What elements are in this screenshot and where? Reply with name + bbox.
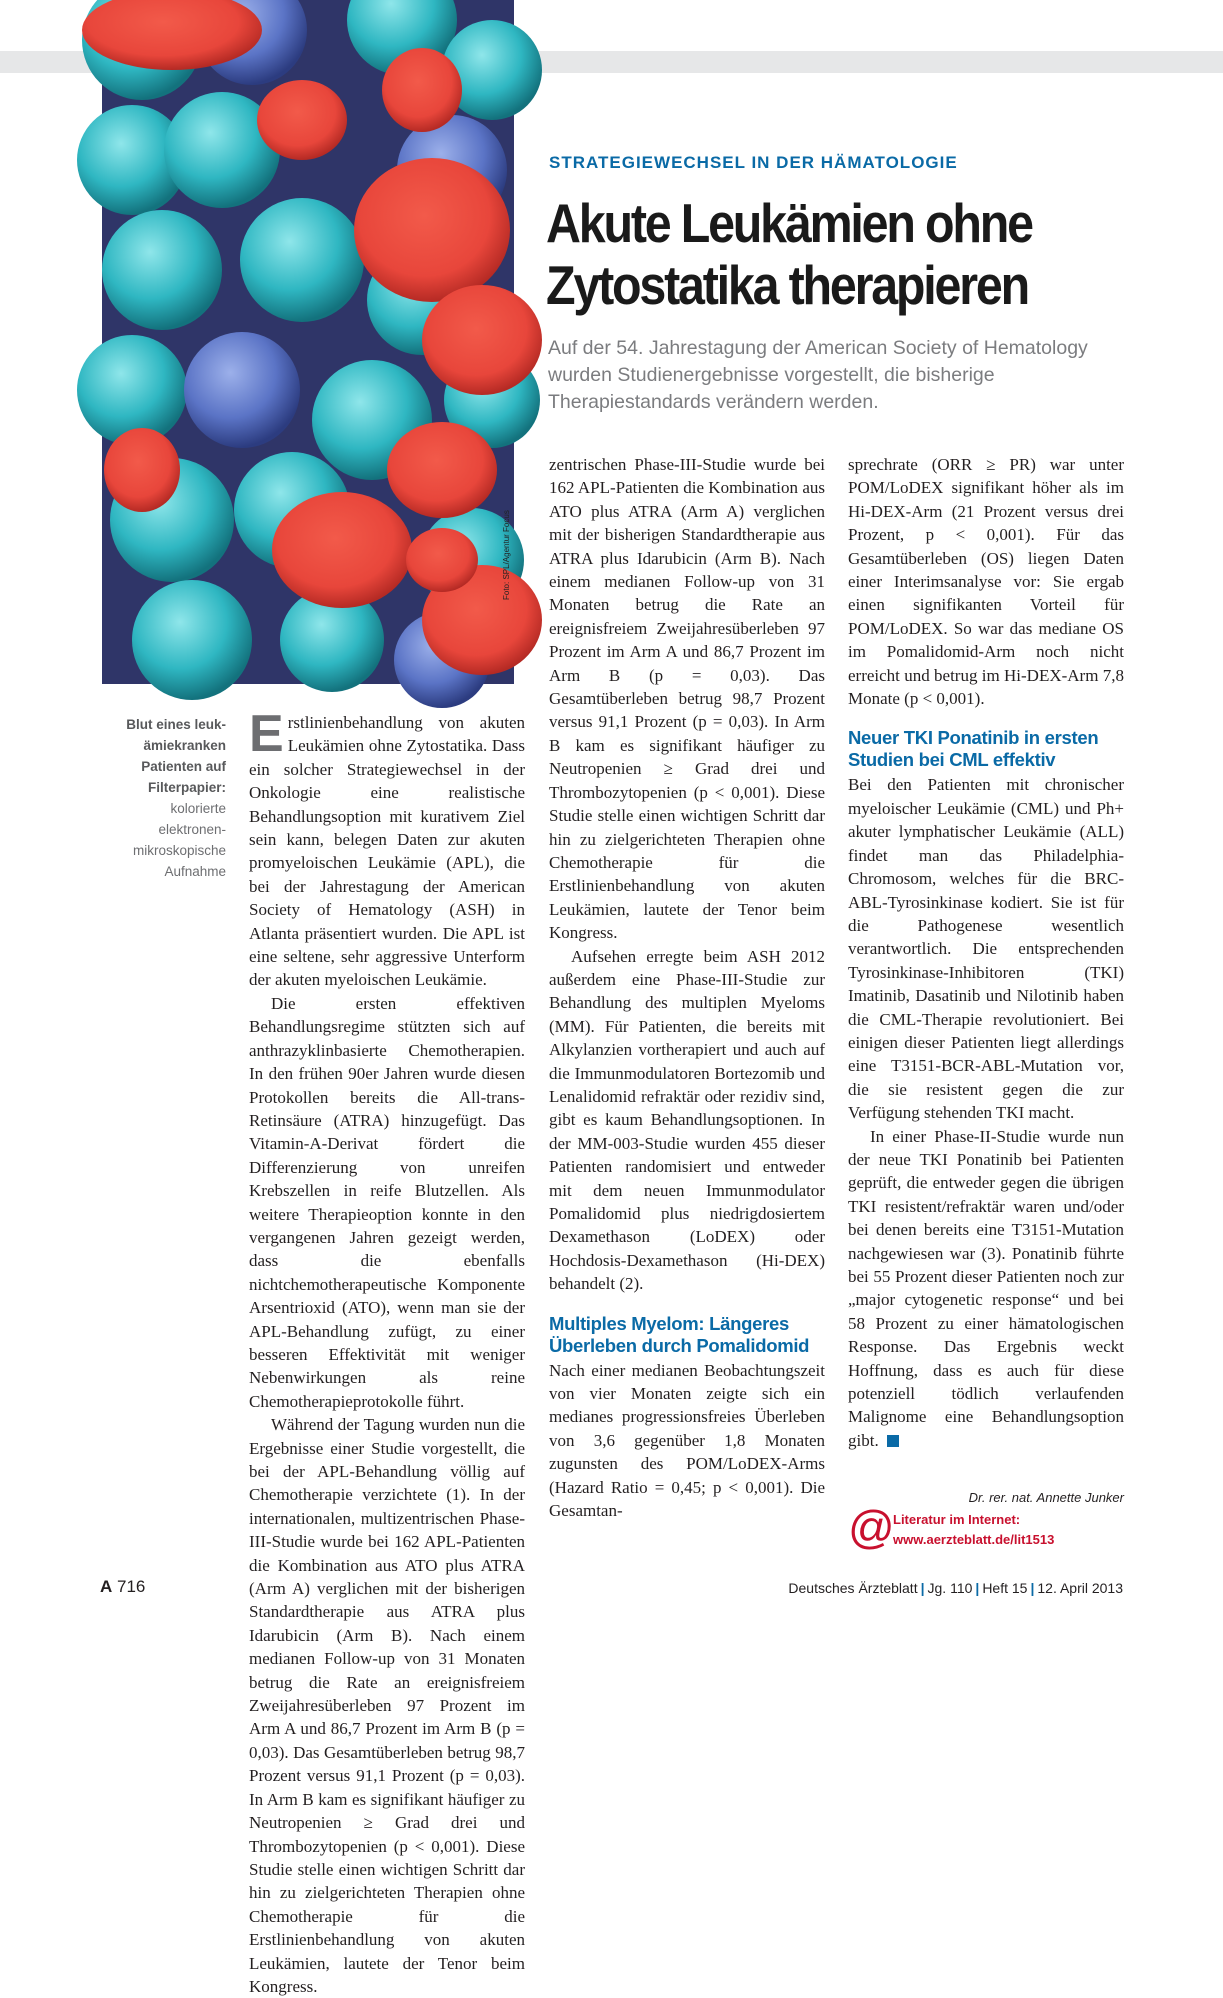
separator: |: [1030, 1580, 1035, 1596]
photo-caption: [100, 714, 226, 882]
author: Dr. rer. nat. Annette Junker: [968, 1490, 1124, 1505]
separator: |: [975, 1580, 980, 1596]
column-1: [249, 705, 525, 1996]
paragraph-7: In einer Phase-II-Studie wurde nun der neue TKI Ponatinib bei Patienten geprüft, die entweder gegen die übrigen TKI resistent/refraktär waren und/oder bei denen bereits eine T3151-Mutation nachgewiesen war (3). Ponatinib führte bei 55 Prozent dieser Patienten noch zur „major cytogenetic response“ und bei 58 Prozent zu einer hämatologischen Response. Das Ergebnis weckt Hoffnung, dass es auch für diese potenziell tödlich verlaufenden Malignome eine Behandlungsoption gibt.: [848, 1126, 1124, 1450]
blood-cells-illustration: [102, 0, 514, 684]
separator: |: [920, 1580, 925, 1596]
blood-cells-photo: [102, 0, 514, 684]
paragraph-5: Nach einer medianen Beobachtungszeit von vier Monaten zeigte sich ein medianes progressionsfreies Überleben von 3,6 gegenüber 1,8 Monaten zugunsten des POM/LoDEX-Arms (Hazard Ratio = 0,45; p < 0,001). Die Gesamtan-: [549, 1360, 825, 1521]
title-line-2: Zytostatika therapieren: [546, 254, 1028, 316]
journal-volume: Jg. 110: [927, 1580, 973, 1596]
article-subtitle: Auf der 54. Jahrestagung der American Society of Hematology wurden Studienergebnisse vorgestellt, die bisherige Therapiestandards verändern werden.: [548, 337, 1088, 413]
literature-box: [848, 1501, 1148, 1553]
journal-issue: Heft 15: [982, 1580, 1028, 1596]
article-kicker: STRATEGIEWECHSEL IN DER HÄMATOLOGIE: [549, 153, 958, 172]
subhead-ponatinib: Neuer TKI Ponatinib in ersten Studien bei CML effektiv: [848, 727, 1099, 771]
paragraph-1: Erstlinienbehandlung von akuten Leukämien ohne Zytostatika. Dass ein solcher Strategiewechsel in der Onkologie eine realistische Behandlungsoption mit kurativem Ziel sein kann, belegen Daten zur akuten promyeloischen Leukämie (APL), die bei der Jahrestagung der American Society of Hematology (ASH) in Atlanta präsentiert wurden. Die APL ist eine seltene, sehr aggressive Unterform der akuten myeloischen Leukämie.: [249, 705, 525, 990]
paragraph-4: Aufsehen erregte beim ASH 2012 außerdem eine Phase-III-Studie zur Behandlung des multiplen Myeloms (MM). Für Patienten, die bereits mit Alkylanzien vortherapiert und auch auf die Immunmodulatoren Bortezomib und Lenalidomid refraktär oder rezidiv sind, gibt es kaum Behandlungsoptionen. In der MM-003-Studie wurden 455 dieser Patienten randomisiert und entweder mit dem neuen Immunmodulator Pomalidomid plus niedrigdosiertem Dexamethason (LoDEX) oder Hochdosis-Dexamethason (Hi-DEX) behandelt (2).: [549, 946, 825, 1294]
photo-credit: Foto: SPL/Agentur Focus: [502, 510, 511, 600]
caption-text: kolorierte elektronenmikroskopische Aufnahme: [132, 801, 226, 879]
journal-footer: [788, 1580, 1123, 1596]
column-3: [848, 453, 1124, 1452]
paragraph-3-continued: zentrischen Phase-III-Studie wurde bei 162 APL-Patienten die Kombination aus ATO plus ATRA (Arm A) verglichen mit der bisherigen Standardtherapie aus ATRA plus Idarubicin (Arm B). Nach einem medianen Follow-up von 31 Monaten betrug die Rate an ereignisfreiem Zweijahresüberleben 97 Prozent im Arm A und 86,7 Prozent im Arm B (p = 0,03). Das Gesamtüberleben betrug 98,7 Prozent versus 91,1 Prozent (p = 0,03). In Arm B kam es signifikant häufiger zu Neutropenien ≥ Grad drei und Thrombozytopenien (p < 0,001). Diese Studie stelle einen wichtigen Schritt dar hin zu zielgerichteten Therapien ohne Chemotherapie für die Erstlinienbehandlung von akuten Leukämien, lautete der Tenor beim Kongress.: [549, 455, 825, 943]
paragraph-2: Die ersten effektiven Behandlungsregime stützten sich auf anthrazyklinbasierte Chemotherapien. In den frühen 90er Jahren wurde diesen Protokollen bereits die All-trans-Retinsäure (ATRA) hinzugefügt. Das Vitamin-A-Derivat fördert die Differenzierung von unreifen Krebszellen in reife Blutzellen. Als weitere Therapieoption konnte in den vergangenen Jahren gezeigt werden, dass die ebenfalls nichtchemotherapeutische Komponente Arsentrioxid (ATO), wenn man sie der APL-Behandlung zufügt, zu einer besseren Effektivität mit weniger Nebenwirkungen als reine Chemotherapieprotokolle führt.: [249, 993, 525, 1411]
journal-name: Deutsches Ärzteblatt: [788, 1580, 918, 1596]
page-prefix: A: [100, 1577, 113, 1596]
paragraph-5-continued: sprechrate (ORR ≥ PR) war unter POM/LoDEX signifikant höher als im Hi-DEX-Arm (21 Prozent versus drei Prozent, p < 0,001). Für das Gesamtüberleben (OS) liegen Daten einer Interimsanalyse vor: Sie ergab einen signifikanten Vorteil für POM/LoDEX. So war das mediane OS im Pomalidomid-Arm noch nicht erreicht und betrug im Hi-DEX-Arm 7,8 Monate (p < 0,001).: [848, 455, 1124, 709]
subhead-myelom: Multiples Myelom: Längeres Überleben durch Pomalidomid: [549, 1312, 810, 1356]
literature-link[interactable]: www.aerzteblatt.de/lit1513: [893, 1532, 1055, 1547]
article-title: [546, 192, 1127, 316]
page-number-value: 716: [117, 1577, 146, 1596]
end-mark-icon: [887, 1435, 899, 1447]
title-line-1: Akute Leukämien ohne: [546, 192, 1032, 254]
paragraph-3: Während der Tagung wurden nun die Ergebnisse einer Studie vorgestellt, die bei der APL-Behandlung völlig auf Chemotherapie verzichtete (1). In der internationalen, multizentrischen Phase-III-Studie wurde bei 162 APL-Patienten die Kombination aus ATO plus ATRA (Arm A) verglichen mit der bisherigen Standardtherapie aus ATRA plus Idarubicin (Arm B). Nach einem medianen Follow-up von 31 Monaten betrug die Rate an ereignisfreiem Zweijahresüberleben 97 Prozent im Arm A und 86,7 Prozent im Arm B (p = 0,03). Das Gesamtüberleben betrug 98,7 Prozent versus 91,1 Prozent (p = 0,03). In Arm B kam es signifikant häufiger zu Neutropenien ≥ Grad drei und Thrombozytopenien (p < 0,001). Diese Studie stelle einen wichtigen Schritt dar hin zu zielgerichteten Therapien ohne Chemotherapie für die Erstlinienbehandlung von akuten Leukämien, lautete der Tenor beim Kongress.: [249, 1415, 525, 1996]
page-number: [100, 1577, 145, 1597]
at-sign-icon: @: [848, 1501, 895, 1553]
caption-bold: Blut eines leukämiekranken Patienten auf Filterpapier:: [126, 717, 226, 795]
paragraph-6: Bei den Patienten mit chronischer myeloischer Leukämie (CML) und Ph+ akuter lymphatischer Leukämie (ALL) findet man das Philadelphia-Chromosom, welches für die BRC-ABL-Tyrosinkinase kodiert. Sie ist für die Pathogenese wesentlich verantwortlich. Die entsprechenden Tyrosinkinase-Inhibitoren (TKI) Imatinib, Dasatinib und Nilotinib haben die CML-Therapie revolutioniert. Bei einigen dieser Patienten liegt allerdings eine T3151-BCR-ABL-Mutation vor, die sie resistent gegen die zur Verfügung stehenden TKI macht.: [848, 775, 1124, 1123]
journal-date: 12. April 2013: [1037, 1580, 1123, 1596]
drop-cap: E: [249, 705, 284, 763]
literature-label: Literatur im Internet:: [893, 1512, 1021, 1527]
column-2: [549, 453, 825, 1522]
